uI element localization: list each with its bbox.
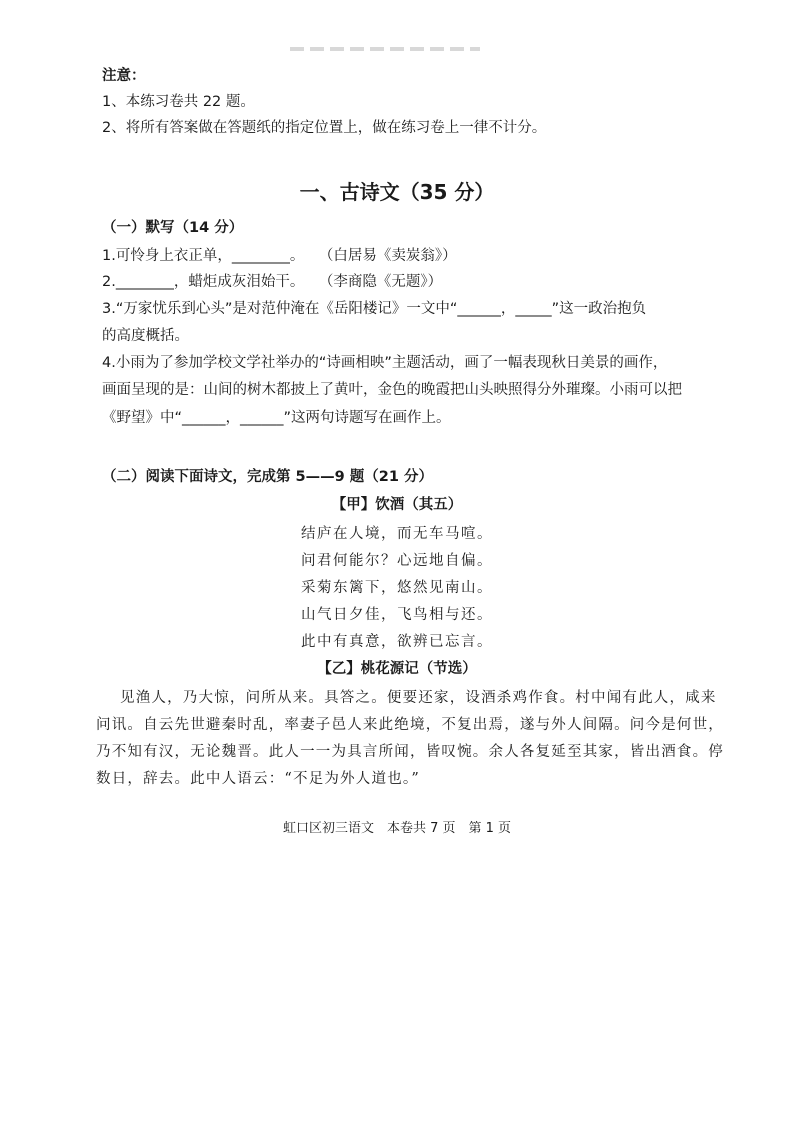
poem-line: 问君何能尔？心远地自偏。 <box>301 553 493 569</box>
question-4-line-1: 4.小雨为了参加学校文学社举办的“诗画相映”主题活动，画了一幅表现秋日美景的画作， <box>102 355 668 371</box>
scan-header-mark <box>290 47 480 51</box>
part2-heading: （二）阅读下面诗文，完成第 5——9 题（21 分） <box>102 469 433 485</box>
question-3-line-1: 3.“万家忧乐到心头”是对范仲淹在《岳阳楼记》一文中“______，_____”这一政治抱负 <box>102 301 647 317</box>
part1-heading: （一）默写（14 分） <box>102 220 244 236</box>
question-3-line-2: 的高度概括。 <box>102 328 189 344</box>
section-title: 一、古诗文（35 分） <box>299 180 495 204</box>
poem-line: 采菊东篱下，悠然见南山。 <box>301 580 493 596</box>
prose-line: 见渔人，乃大惊，问所从来。具答之。便要还家，设酒杀鸡作食。村中闻有此人，咸来 <box>120 690 717 706</box>
prose-line: 乃不知有汉，无论魏晋。此人一一为具言所闻，皆叹惋。余人各复延至其家，皆出酒食。停 <box>96 744 724 760</box>
question-2: 2.________，蜡炬成灰泪始干。 （李商隐《无题》） <box>102 274 443 290</box>
question-1: 1.可怜身上衣正单，________。 （白居易《卖炭翁》） <box>102 248 457 264</box>
notice-item-2: 2、将所有答案做在答题纸的指定位置上，做在练习卷上一律不计分。 <box>102 120 547 136</box>
notice-item-1: 1、本练习卷共 22 题。 <box>102 94 255 110</box>
question-4-line-3: 《野望》中“______，______”这两句诗题写在画作上。 <box>102 410 451 426</box>
prose-line: 问讯。自云先世避秦时乱，率妻子邑人来此绝境，不复出焉，遂与外人间隔。问今是何世， <box>96 717 724 733</box>
page-footer: 虹口区初三语文 本卷共 7 页 第 1 页 <box>282 821 512 836</box>
question-4-line-2: 画面呈现的是：山间的树木都披上了黄叶，金色的晚霞把山头映照得分外璀璨。小雨可以把 <box>102 382 682 398</box>
notice-heading: 注意： <box>102 68 146 84</box>
poem-title: 【甲】饮酒（其五） <box>331 497 463 513</box>
prose-title: 【乙】桃花源记（节选） <box>317 661 477 677</box>
prose-line: 数日，辞去。此中人语云：“不足为外人道也。” <box>96 771 420 787</box>
poem-line: 此中有真意，欲辨已忘言。 <box>301 634 493 650</box>
poem-line: 结庐在人境，而无车马喧。 <box>301 526 493 542</box>
poem-line: 山气日夕佳，飞鸟相与还。 <box>301 607 493 623</box>
